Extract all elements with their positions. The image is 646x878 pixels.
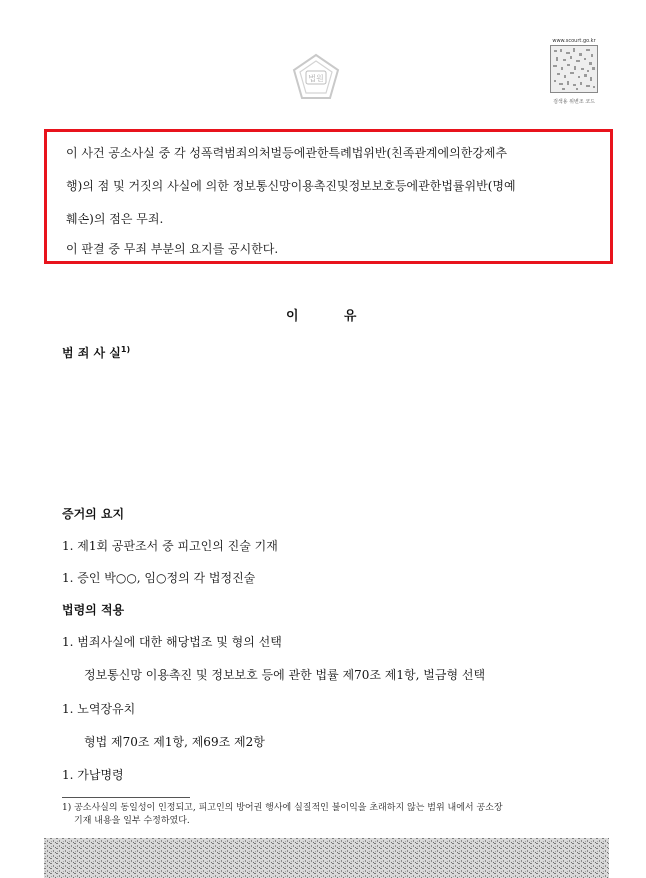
seal-text: 법원 bbox=[308, 74, 324, 83]
law-item: 1. 범죄사실에 대한 해당법조 및 형의 선택 bbox=[62, 635, 282, 649]
footnote bbox=[62, 802, 503, 828]
verification-code-block bbox=[548, 38, 600, 105]
law-application-heading: 법령의 적용 bbox=[62, 603, 125, 617]
law-item-detail: 정보통신망 이용촉진 및 정보보호 등에 관한 법률 제70조 제1항, 벌금형 선택 bbox=[84, 668, 486, 682]
footnote-divider bbox=[62, 797, 190, 798]
verdict-line: 이 판결 중 무죄 부분의 요지를 공시한다. bbox=[66, 242, 279, 256]
evidence-item: 1. 증인 박○○, 임○정의 각 법정진술 bbox=[62, 571, 256, 585]
qr-code-icon bbox=[550, 45, 598, 93]
verdict-line: 이 사건 공소사실 중 각 성폭력범죄의처벌등에관한특례법위반(친족관계에의한강제추 bbox=[66, 146, 508, 160]
law-item: 1. 노역장유치 bbox=[62, 702, 136, 716]
footnote-reference: 1) bbox=[120, 345, 131, 354]
law-item: 1. 가납명령 bbox=[62, 768, 124, 782]
scan-noise-band bbox=[44, 838, 609, 878]
qr-caption: 검색용 위변조 코드 bbox=[553, 99, 595, 105]
footnote-line: 기재 내용을 일부 수정하였다. bbox=[74, 816, 190, 826]
crime-facts-heading-text: 범 죄 사 실 bbox=[62, 346, 121, 360]
evidence-item: 1. 제1회 공판조서 중 피고인의 진술 기재 bbox=[62, 539, 278, 553]
verdict-line: 훼손)의 점은 무죄. bbox=[66, 212, 164, 226]
reason-title: 이 유 bbox=[286, 309, 357, 324]
qr-url-text: www.scourt.go.kr bbox=[552, 38, 596, 44]
verdict-highlight-box bbox=[44, 129, 613, 264]
verdict-line: 행)의 점 및 거짓의 사실에 의한 정보통신망이용촉진및정보보호등에관한법률위반(명예 bbox=[66, 179, 516, 193]
footnote-line: 1) 공소사실의 동일성이 인정되고, 피고인의 방어권 행사에 실질적인 불이익을 초래하지 않는 범위 내에서 공소장 bbox=[62, 803, 503, 813]
evidence-heading: 증거의 요지 bbox=[62, 507, 125, 521]
court-seal-emblem bbox=[290, 52, 342, 104]
law-item-detail: 형법 제70조 제1항, 제69조 제2항 bbox=[84, 735, 265, 749]
crime-facts-heading bbox=[62, 344, 130, 361]
